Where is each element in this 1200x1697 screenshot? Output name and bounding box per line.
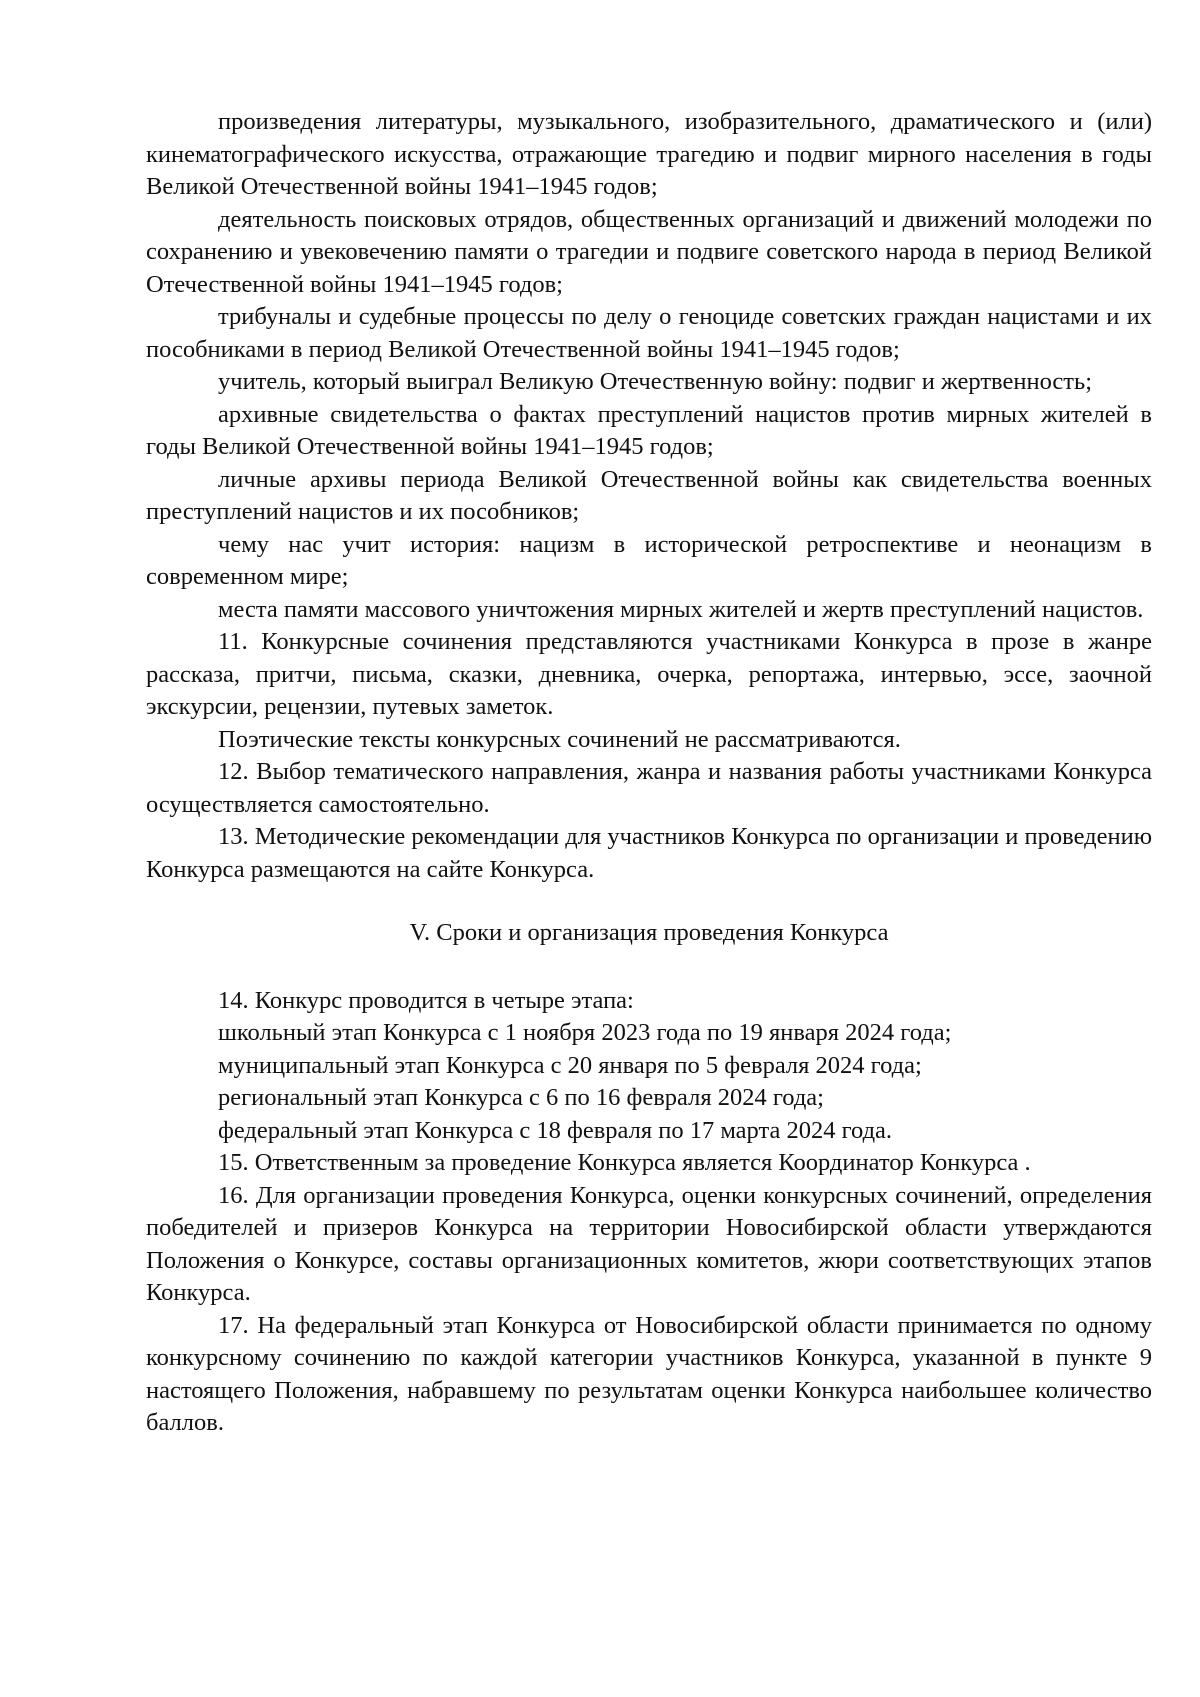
paragraph-theme-archives: архивные свидетельства о фактах преступлений нацистов против мирных жителей в годы Великой Отечественной войны 1941–1945 годов;	[146, 400, 1152, 460]
paragraph-item-15: 15. Ответственным за проведение Конкурса является Координатор Конкурса .	[218, 1149, 1031, 1176]
paragraph-theme-art: произведения литературы, музыкального, изобразительного, драматического и (или) кинематографического искусства, отражающие трагедию и подвиг мирного населения в годы Великой Отечественной войны 1941–1945 годов;	[146, 108, 1152, 200]
paragraph-item-14: 14. Конкурс проводится в четыре этапа:	[218, 986, 634, 1014]
paragraph-item-16: 16. Для организации проведения Конкурса, оценки конкурсных сочинений, определения победителей и призеров Конкурса на территории Новосибирской области утверждаются Положения о Конкурсе, составы организационных комитетов, жюри соответствующих этапов Конкурса.	[146, 1181, 1152, 1306]
document-page	[146, 106, 1152, 1440]
paragraph-item-12: 12. Выбор тематического направления, жанра и названия работы участниками Конкурса осуществляется самостоятельно.	[146, 758, 1152, 818]
paragraph-theme-search-teams: деятельность поисковых отрядов, общественных организаций и движений молодежи по сохранению и увековечению памяти о трагедии и подвиге советского народа в период Великой Отечественной войны 1941–1945 годов;	[146, 205, 1152, 298]
paragraph-stage-regional: региональный этап Конкурса с 6 по 16 февраля 2024 года;	[218, 1084, 824, 1111]
paragraph-theme-memorial-places: места памяти массового уничтожения мирных жителей и жертв преступлений нацистов.	[218, 595, 1144, 623]
paragraph-item-17: 17. На федеральный этап Конкурса от Новосибирской области принимается по одному конкурсному сочинению по каждой категории участников Конкурса, указанной в пункте 9 настоящего Положения, набравшему по результатам оценки Конкурса наибольшее количество баллов.	[146, 1311, 1152, 1436]
paragraph-theme-personal-archives: личные архивы периода Великой Отечественной войны как свидетельства военных преступлений нацистов и их пособников;	[146, 465, 1152, 525]
paragraph-item-13: 13. Методические рекомендации для участников Конкурса по организации и проведению Конкурса размещаются на сайте Конкурса.	[146, 823, 1152, 883]
paragraph-item-11: 11. Конкурсные сочинения представляются участниками Конкурса в прозе в жанре рассказа, притчи, письма, сказки, дневника, очерка, репортажа, интервью, эссе, заочной экскурсии, рецензии, путевых заметок.	[146, 628, 1152, 720]
paragraph-theme-history: чему нас учит история: нацизм в исторической ретроспективе и неонацизм в современном мире;	[146, 530, 1152, 590]
section-heading: V. Сроки и организация проведения Конкурса	[409, 919, 889, 946]
paragraph-stage-federal: федеральный этап Конкурса с 18 февраля по 17 марта 2024 года.	[218, 1116, 893, 1144]
paragraph-stage-municipal: муниципальный этап Конкурса с 20 января по 5 февраля 2024 года;	[218, 1051, 922, 1079]
paragraph-stage-school: школьный этап Конкурса с 1 ноября 2023 года по 19 января 2024 года;	[218, 1019, 952, 1046]
paragraph-poetry-note: Поэтические тексты конкурсных сочинений не рассматриваются.	[218, 725, 901, 753]
paragraph-theme-teacher: учитель, который выиграл Великую Отечественную войну: подвиг и жертвенность;	[218, 368, 1092, 395]
paragraph-theme-tribunals: трибуналы и судебные процессы по делу о геноциде советских граждан нацистами и их пособниками в период Великой Отечественной войны 1941–1945 годов;	[146, 303, 1152, 363]
